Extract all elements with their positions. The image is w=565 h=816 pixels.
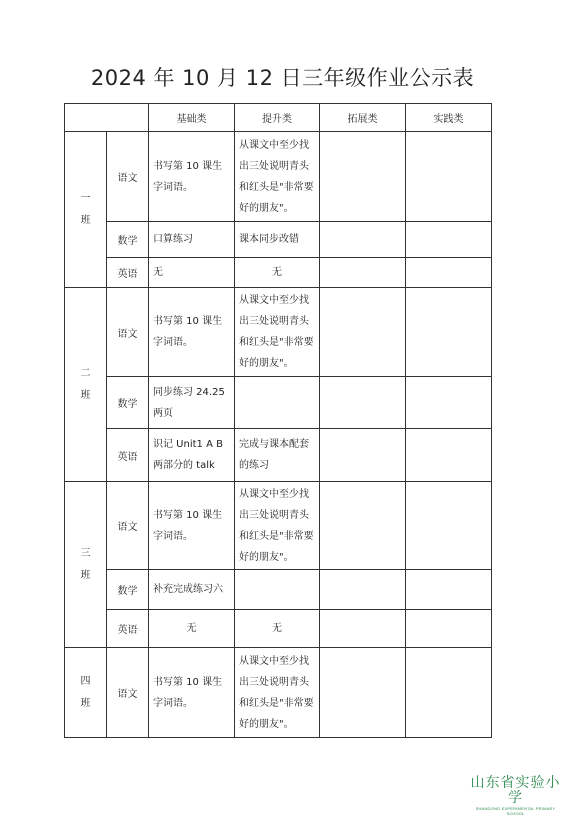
subject-cell: 英语	[107, 429, 149, 482]
class-label: 四 班	[65, 648, 107, 738]
basic-cell: 书写第 10 课生字词语。	[149, 288, 235, 377]
improve-cell	[235, 377, 320, 429]
table-row	[65, 570, 492, 610]
subject-cell: 语文	[107, 288, 149, 377]
practice-cell	[406, 570, 492, 610]
practice-cell	[406, 610, 492, 648]
practice-cell	[406, 377, 492, 429]
class-label: 一 班	[65, 132, 107, 288]
page-title: 2024 年 10 月 12 日三年级作业公示表	[90, 66, 475, 90]
header-practice: 实践类	[406, 104, 492, 132]
header-extend: 拓展类	[320, 104, 406, 132]
practice-cell	[406, 258, 492, 288]
improve-cell: 无	[235, 258, 320, 288]
extend-cell	[320, 482, 406, 570]
class-label: 三 班	[65, 482, 107, 648]
extend-cell	[320, 377, 406, 429]
subject-cell: 数学	[107, 570, 149, 610]
table-header-row	[65, 104, 492, 132]
basic-cell: 书写第 10 课生字词语。	[149, 132, 235, 222]
table-row	[65, 288, 492, 377]
subject-cell: 语文	[107, 482, 149, 570]
extend-cell	[320, 288, 406, 377]
improve-cell: 课本同步改错	[235, 222, 320, 258]
subject-cell: 数学	[107, 222, 149, 258]
extend-cell	[320, 258, 406, 288]
extend-cell	[320, 570, 406, 610]
basic-cell: 无	[149, 610, 235, 648]
improve-cell: 从课文中至少找出三处说明青头和红头是"非常要好的朋友"。	[235, 648, 320, 738]
basic-cell: 口算练习	[149, 222, 235, 258]
school-logo	[468, 776, 563, 816]
practice-cell	[406, 429, 492, 482]
basic-cell: 补充完成练习六	[149, 570, 235, 610]
class-label: 二 班	[65, 288, 107, 482]
table-row	[65, 482, 492, 570]
improve-cell: 无	[235, 610, 320, 648]
extend-cell	[320, 222, 406, 258]
table-row	[65, 132, 492, 222]
basic-cell: 书写第 10 课生字词语。	[149, 482, 235, 570]
basic-cell: 同步练习 24.25 两页	[149, 377, 235, 429]
school-logo-subtitle: SHANDONG EXPERIMENTAL PRIMARY SCHOOL	[475, 806, 556, 816]
table-row	[65, 648, 492, 738]
subject-cell: 语文	[107, 132, 149, 222]
subject-cell: 语文	[107, 648, 149, 738]
table-row	[65, 222, 492, 258]
practice-cell	[406, 482, 492, 570]
improve-cell: 从课文中至少找出三处说明青头和红头是"非常要好的朋友"。	[235, 132, 320, 222]
improve-cell: 完成与课本配套的练习	[235, 429, 320, 482]
school-logo-name: 山东省实验小学	[470, 775, 561, 806]
extend-cell	[320, 429, 406, 482]
basic-cell: 无	[149, 258, 235, 288]
practice-cell	[406, 648, 492, 738]
extend-cell	[320, 648, 406, 738]
basic-cell: 书写第 10 课生字词语。	[149, 648, 235, 738]
improve-cell: 从课文中至少找出三处说明青头和红头是"非常要好的朋友"。	[235, 288, 320, 377]
header-basic: 基础类	[149, 104, 235, 132]
homework-table	[64, 103, 492, 738]
basic-cell: 识记 Unit1 A B 两部分的 talk	[149, 429, 235, 482]
table-row	[65, 429, 492, 482]
table-row	[65, 258, 492, 288]
extend-cell	[320, 610, 406, 648]
table-row	[65, 377, 492, 429]
table-row	[65, 610, 492, 648]
improve-cell	[235, 570, 320, 610]
subject-cell: 英语	[107, 610, 149, 648]
header-improve: 提升类	[235, 104, 320, 132]
improve-cell: 从课文中至少找出三处说明青头和红头是"非常要好的朋友"。	[235, 482, 320, 570]
subject-cell: 英语	[107, 258, 149, 288]
header-blank	[65, 104, 149, 132]
practice-cell	[406, 222, 492, 258]
extend-cell	[320, 132, 406, 222]
practice-cell	[406, 132, 492, 222]
practice-cell	[406, 288, 492, 377]
subject-cell: 数学	[107, 377, 149, 429]
